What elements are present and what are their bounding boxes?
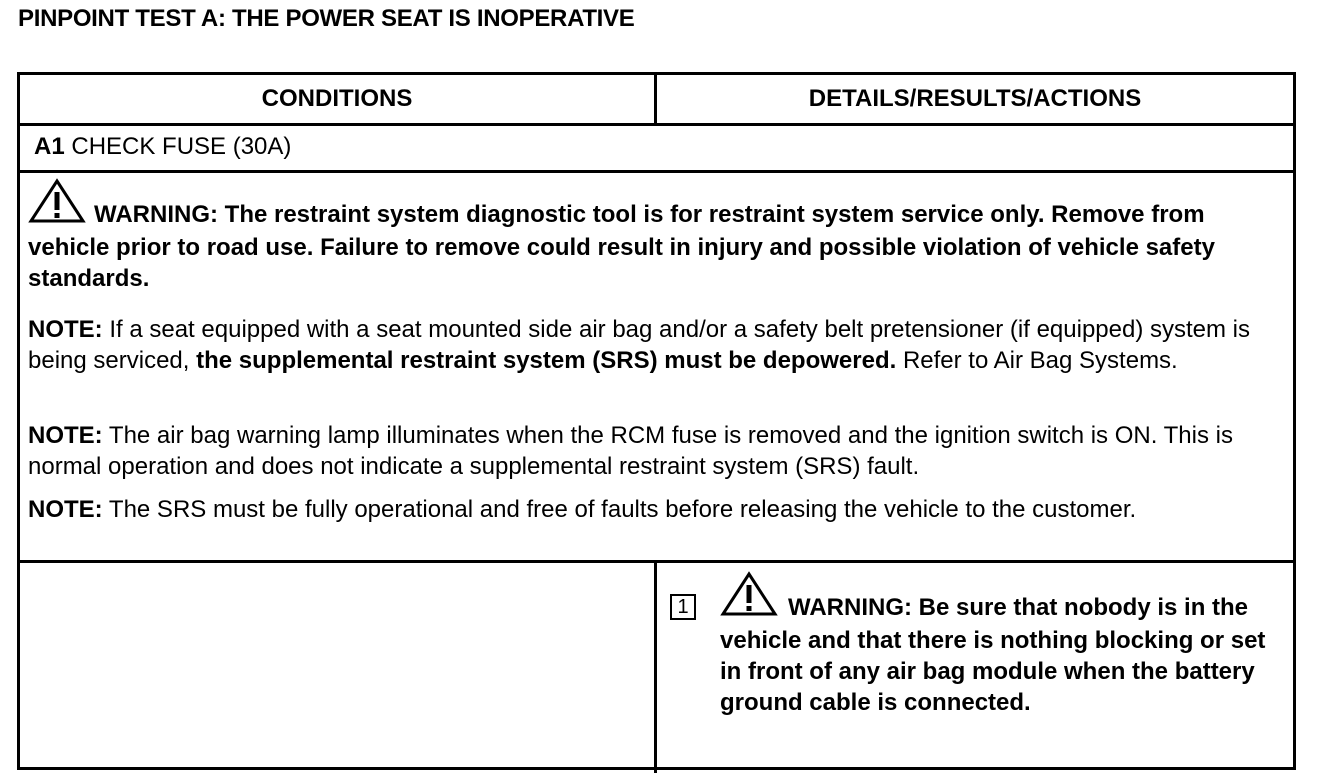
note-text: If a seat equipped with a seat mounted side air bag and/or a safety belt pretensioner (if equipped) system is being serviced, bbox=[28, 316, 1251, 374]
action-number-box: 1 bbox=[670, 594, 696, 620]
warning-text: The restraint system diagnostic tool is for restraint system service only. Remove from vehicle prior to road use. Failure to remove could result in injury and possible violation of vehicle safety standards. bbox=[28, 201, 1215, 292]
action-warning bbox=[720, 571, 1290, 718]
warning-paragraph bbox=[28, 178, 1283, 294]
note-srs-depower bbox=[28, 314, 1268, 376]
warning-triangle-icon bbox=[720, 571, 778, 625]
step-label: CHECK FUSE (30A) bbox=[71, 133, 292, 160]
action-warning-label: WARNING: bbox=[788, 594, 912, 621]
note-text: The air bag warning lamp illuminates when the RCM fuse is removed and the ignition switch is ON. This is normal operation and does not indicate a supplemental restraint system (SRS) fault. bbox=[28, 422, 1233, 480]
step-id: A1 bbox=[34, 133, 65, 160]
warning-triangle-icon bbox=[28, 178, 86, 232]
header-rule bbox=[20, 123, 1293, 126]
step-row bbox=[34, 133, 291, 161]
page-title: PINPOINT TEST A: THE POWER SEAT IS INOPERATIVE bbox=[18, 5, 635, 32]
note-label: NOTE: bbox=[28, 316, 103, 343]
warning-label: WARNING: bbox=[94, 201, 218, 228]
note-airbag-lamp bbox=[28, 420, 1293, 482]
step-rule bbox=[20, 170, 1293, 173]
note-srs-operational bbox=[28, 494, 1228, 525]
condition-cell-empty bbox=[20, 563, 654, 763]
note-reference: Refer to Air Bag Systems. bbox=[902, 347, 1178, 374]
note-label: NOTE: bbox=[28, 496, 103, 523]
header-details-results-actions: DETAILS/RESULTS/ACTIONS bbox=[808, 85, 1142, 112]
note-text: The SRS must be fully operational and free of faults before releasing the vehicle to the customer. bbox=[108, 496, 1137, 523]
header-conditions: CONDITIONS bbox=[261, 85, 413, 112]
pinpoint-test-table bbox=[17, 72, 1296, 770]
action-column-divider bbox=[654, 560, 657, 773]
action-warning-text: Be sure that nobody is in the vehicle and that there is nothing blocking or set in front of any air bag module when the battery ground cable is connected. bbox=[720, 594, 1266, 716]
note-emphasis: the supplemental restraint system (SRS) must be depowered. bbox=[196, 347, 897, 374]
note-label: NOTE: bbox=[28, 422, 103, 449]
